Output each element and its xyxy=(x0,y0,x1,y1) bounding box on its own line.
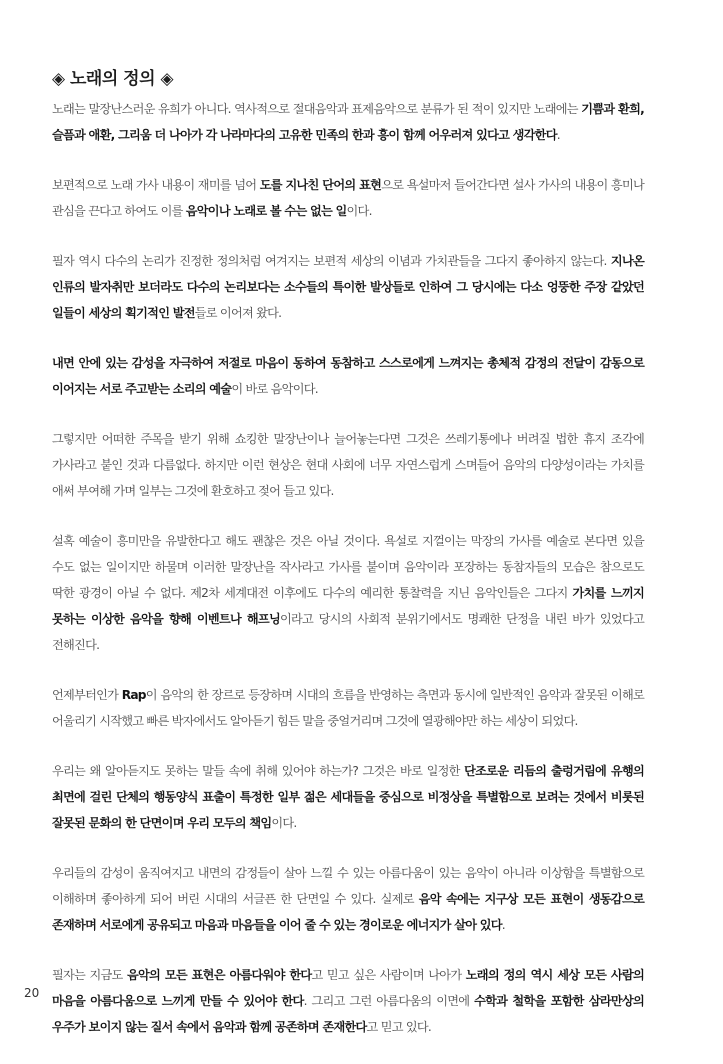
text-run: 필자 역시 다수의 논리가 진정한 정의처럼 여겨지는 보편적 세상의 이념과 가치관들을 그다지 좋아하지 않는다. xyxy=(52,254,611,268)
text-run: 이라고 당시의 사회적 분위기에서도 명쾌한 단정을 내린 바가 있었다고 전해진다. xyxy=(52,612,644,652)
text-run: 이 음악의 한 장르로 등장하며 시대의 흐름을 반영하는 측면과 동시에 일반적인 음악과 잘못된 이해로 어울리기 시작했고 빠른 박자에서도 알아듣기 힘든 말을 중얼거리며 그것에 열광해야만 하는 세상이 되었다. xyxy=(52,688,645,728)
bold-text: Rap xyxy=(121,688,146,702)
text-run: 으로 욕설마저 들어간다면 설사 가사의 내용이 흥미나 관심을 끈다고 하여도 이를 xyxy=(52,178,644,218)
text-run: 들로 이어져 왔다. xyxy=(194,306,282,320)
paragraph xyxy=(52,96,644,148)
bold-text: 노래의 정의 역시 세상 모든 사람의 마음을 아름다움으로 느끼게 만들 수 있어야 한다 xyxy=(52,968,645,1008)
bold-text: 음악의 모든 표현은 아름다워야 한다 xyxy=(126,968,312,982)
paragraph xyxy=(52,758,644,836)
paragraph xyxy=(52,860,644,938)
text-run: 필자는 지금도 xyxy=(52,968,127,982)
bold-text: 기쁨과 환희, 슬픔과 애환, 그리움 더 나아가 각 나라마다의 고유한 민족의 한과 흥이 함께 어우러져 있다고 생각한다 xyxy=(52,102,644,142)
paragraph xyxy=(52,962,644,1040)
text-run: 우리들의 감성이 움직여지고 내면의 감정들이 살아 느낄 수 있는 아름다움이 있는 음악이 아니라 이상함을 특별함으로 이해하며 좋아하게 되어 버린 시대의 서글픈 한 단면일 수 있다. 실제로 xyxy=(52,866,644,906)
text-run: . xyxy=(556,128,560,142)
text-run: 언제부터인가 xyxy=(52,688,122,702)
paragraph xyxy=(52,682,644,734)
text-run: . 그리고 그런 아름다움의 이면에 xyxy=(303,994,475,1008)
paragraph xyxy=(52,350,644,402)
text-run: 그렇지만 어떠한 주목을 받기 위해 쇼킹한 말장난이나 늘어놓는다면 그것은 쓰레기통에나 버려질 법한 휴지 조각에 가사라고 붙인 것과 다름없다. 하지만 이런 현상은 현대 사회에 너무 자연스럽게 스며들어 음악의 다양성이라는 가치를 애써 부여해 가며 일부는 그것에 환호하고 젖어 들고 있다. xyxy=(52,432,644,498)
bold-text: 단조로운 리듬의 출렁거림에 유행의 최면에 걸린 단체의 행동양식 표출이 특정한 일부 젊은 세대들을 중심으로 비정상을 특별함으로 보려는 것에서 비롯된 잘못된 문화의 한 단면이며 우리 모두의 책임 xyxy=(52,764,644,830)
body-text xyxy=(52,96,644,1064)
text-run: 이다. xyxy=(346,204,372,218)
text-run: . xyxy=(501,918,505,932)
text-run: 고 믿고 싶은 사람이며 나아가 xyxy=(311,968,466,982)
bold-text: 지나온 인류의 발자취만 보더라도 다수의 논리보다는 소수들의 특이한 발상들로 인하여 그 당시에는 다소 엉뚱한 주장 같았던 일들이 세상의 획기적인 발전 xyxy=(52,254,644,320)
bold-text: 음악이나 노래로 볼 수는 없는 일 xyxy=(185,204,347,218)
bold-text: 내면 안에 있는 감성을 자극하여 저절로 마음이 동하여 동참하고 스스로에게 느껴지는 총체적 감정의 전달이 감동으로 이어지는 서로 주고받는 소리의 예술 xyxy=(52,356,644,396)
bold-text: 수학과 철학을 포함한 삼라만상의 우주가 보이지 않는 질서 속에서 음악과 함께 공존하며 존재한다 xyxy=(52,994,644,1034)
page-title: ◈ 노래의 정의 ◈ xyxy=(52,69,174,89)
paragraph xyxy=(52,172,644,224)
text-run: 보편적으로 노래 가사 내용이 재미를 넘어 xyxy=(52,178,260,192)
bold-text: 음악 속에는 지구상 모든 표현이 생동감으로 존재하며 서로에게 공유되고 마음과 마음들을 이어 줄 수 있는 경이로운 에너지가 살아 있다 xyxy=(52,892,644,932)
paragraph xyxy=(52,426,644,504)
paragraph xyxy=(52,528,644,658)
text-run: 노래는 말장난스러운 유희가 아니다. 역사적으로 절대음악과 표제음악으로 분류가 된 적이 있지만 노래에는 xyxy=(52,102,582,116)
paragraph xyxy=(52,248,644,326)
text-run: 고 믿고 있다. xyxy=(366,1020,432,1034)
text-run: 설혹 예술이 흥미만을 유발한다고 해도 괜찮은 것은 아닐 것이다. 욕설로 지껄이는 막장의 가사를 예술로 본다면 있을 수도 없는 일이지만 하물며 이러한 말장난을 작사라고 가사를 붙이며 음악이라 포장하는 동참자들의 모습은 참으로도 딱한 광경이 아닐 수 없다. 제2차 세계대전 이후에도 다수의 예리한 통찰력을 지닌 음악인들은 그다지 xyxy=(52,534,644,600)
text-run: 이다. xyxy=(271,816,297,830)
bold-text: 도를 지나친 단어의 표현 xyxy=(259,178,382,192)
bold-text: 가치를 느끼지 못하는 이상한 음악을 향해 이벤트나 해프닝 xyxy=(52,586,644,626)
text-run: 우리는 왜 알아듣지도 못하는 말들 속에 취해 있어야 하는가? 그것은 바로 일정한 xyxy=(52,764,465,778)
text-run: 이 바로 음악이다. xyxy=(231,382,318,396)
page-number: 20 xyxy=(24,986,40,1000)
